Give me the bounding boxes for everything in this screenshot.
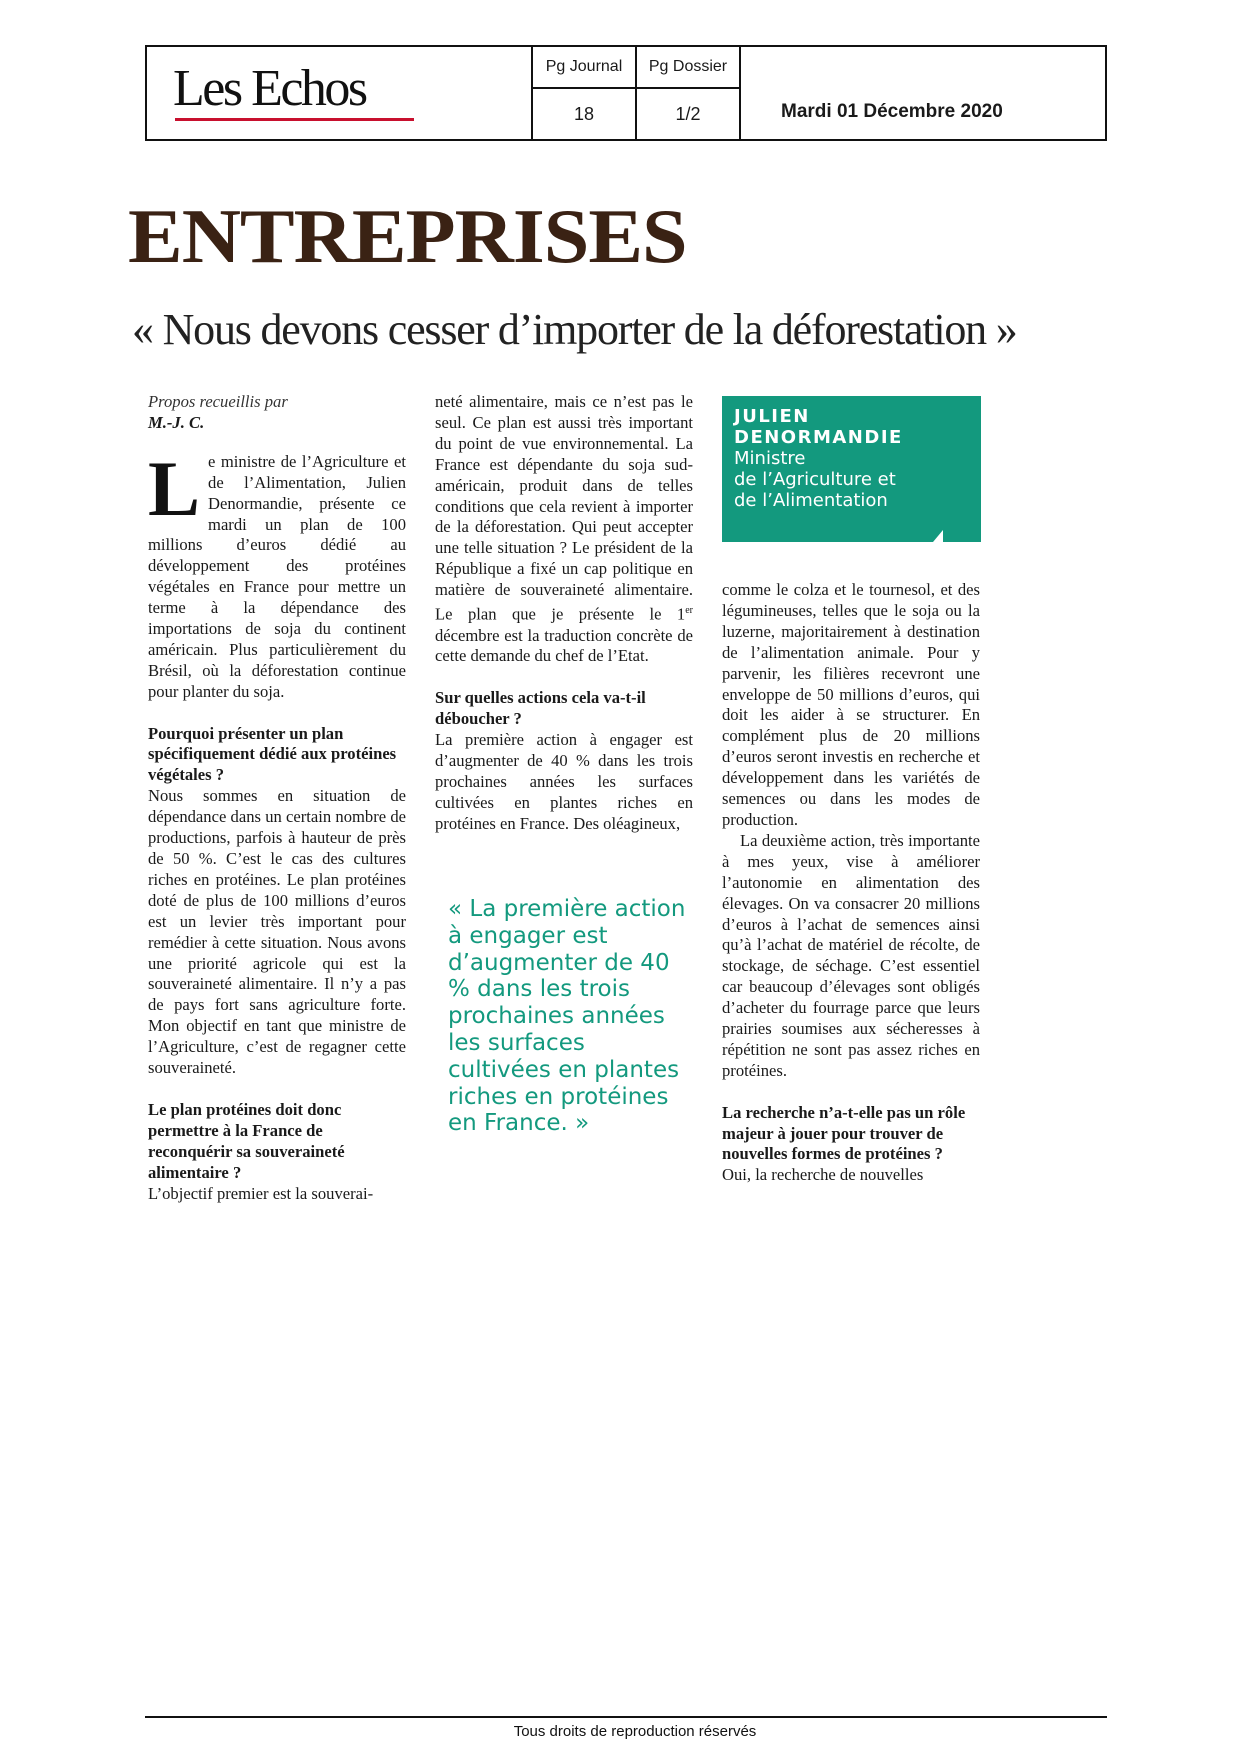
answer-2-text: neté alimentaire, mais ce n’est pas le seul. Ce plan est aussi très important du point de vue environnemental. La France est dépendante du soja sud-américain, produit dans de telles conditions que cela revient à importer de la déforestation. Qui peut accepter une telle situation ? Le président de la République a fixé un cap politique en matière de souveraineté alimentaire. Le plan que je présente le 1 [435,392,693,624]
byline-label: Propos recueillis par [148,392,288,411]
answer-2-end: décembre est la traduction concrète de cette demande du chef de l’Etat. [435,625,693,666]
logo-cell [147,47,533,139]
copyright-footer: Tous droits de reproduction réservés [513,1723,757,1740]
publication-date: Mardi 01 Décembre 2020 [781,101,1003,122]
article-intro [148,444,406,703]
footer-rule [145,1716,1107,1718]
page-journal-label: Pg Journal [533,47,635,89]
ordinal-superscript: er [685,605,693,617]
article-column-1 [148,392,406,1204]
answer-3-start: La première action à engager est d’augmenter de 40 % dans les trois prochaines années les surfaces cultivées en plantes riches en protéines en France. Des oléagineux, [435,730,693,833]
question-2: Le plan protéines doit donc permettre à la France de reconquérir sa souveraineté alimentaire ? [148,1099,345,1182]
answer-2-continued [435,392,693,667]
drop-cap: L [148,444,201,532]
answer-3-continued: comme le colza et le tournesol, et des légumineuses, telles que le soja ou la luzerne, majoritairement à destination de l’alimentation animale. Pour y parvenir, les filières recevront une enveloppe de 50 millions d’euros, qui doit les aider à se structurer. En complément plus de 20 millions d’euros seront investis en recherche et développement dans les variétés de semences ou dans les modes de production. [722,580,980,829]
logo-underline [175,118,414,121]
page-journal-cell [533,47,637,139]
page-dossier-label: Pg Dossier [637,47,739,89]
profile-role-1: Ministre [734,448,806,469]
byline-author: M.-J. C. [148,412,205,432]
answer-1: Nous sommes en situation de dépendance dans un certain nombre de productions, parfois à hauteur de près de 50 %. C’est le cas des cultures riches en protéines. Le plan protéines doté de plus de 100 millions d’euros est un levier très important pour remédier à cette situation. Nous avons une priorité agricole qui est la souveraineté alimentaire. Il n’y a pas de pays fort sans agriculture forte. Mon objectif en tant que ministre de l’Agriculture, c’est de regagner cette souveraineté. [148,786,406,1078]
profile-notch [933,530,943,542]
newspaper-logo: Les Echos [173,60,366,117]
question-1: Pourquoi présenter un plan spécifiquement dédié aux protéines végétales ? [148,723,397,785]
page-header [145,45,1107,141]
article-column-2 [435,392,693,835]
profile-first-name: JULIEN [734,406,810,427]
profile-last-name: DENORMANDIE [734,427,903,448]
interviewee-profile-box [722,396,981,542]
page-journal-value: 18 [573,103,595,124]
question-3: Sur quelles actions cela va-t-il déboucher ? [435,688,646,729]
profile-role-3: de l’Alimentation [734,490,888,511]
answer-2-start: L’objectif premier est la souverai- [148,1183,374,1203]
page-dossier-cell [637,47,741,139]
pull-quote: « La première action à engager est d’augmenter de 40 % dans les trois prochaines années les surfaces cultivées en plantes riches en protéines en France. » [448,896,686,1137]
question-4: La recherche n’a-t-elle pas un rôle majeur à jouer pour trouver de nouvelles formes de protéines ? [722,1102,966,1164]
page-dossier-value: 1/2 [675,103,701,124]
article-title: « Nous devons cesser d’importer de la déforestation » [132,305,1017,354]
answer-4-start: Oui, la recherche de nouvelles [722,1165,924,1185]
section-heading: ENTREPRISES [128,193,687,279]
article-column-3 [722,580,980,1186]
intro-text: e ministre de l’Agriculture et de l’Alimentation, Julien Denormandie, présente ce mardi un plan de 100 millions d’euros dédié au développement des protéines végétales en France pour mettre un terme à la dépendance des importations de soja du continent américain. Plus particulièrement du Brésil, où la déforestation continue pour planter du soja. [148,451,406,701]
profile-role-2: de l’Agriculture et [734,469,896,490]
answer-3-paragraph-2: La deuxième action, très importante à mes yeux, vise à améliorer l’autonomie en alimentation des élevages. On va consacrer 20 millions d’euros à l’achat de semences ainsi qu’à l’achat de matériel de récolte, de stockage, de séchage. C’est essentiel car beaucoup d’élevages sont obligés d’acheter du fourrage parce que leurs prairies soumises aux sécheresses à répétition ne sont pas assez riches en protéines. [722,830,980,1080]
